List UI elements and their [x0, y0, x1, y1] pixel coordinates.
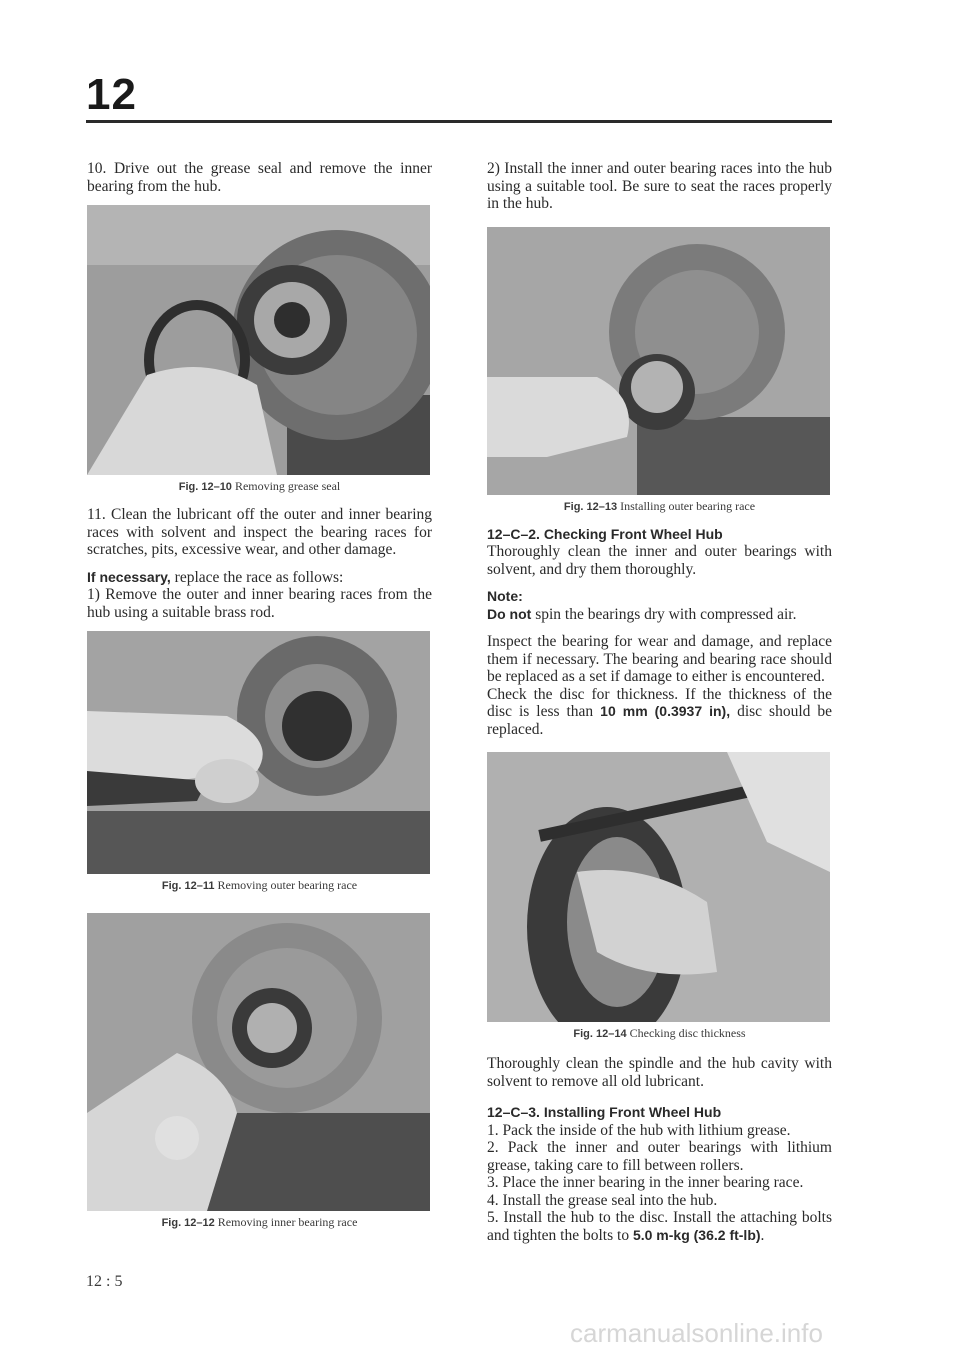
note-block	[487, 588, 832, 623]
figure-number: Fig. 12–11	[161, 880, 215, 892]
photo-installing-outer-bearing-race	[487, 227, 830, 495]
right-column	[487, 160, 832, 1254]
install-step-2: 2. Pack the inner and outer bearings with lithium grease, taking care to fill between rollers.	[487, 1139, 832, 1174]
figure-title: Installing outer bearing race	[620, 498, 756, 513]
photo-removing-grease-seal	[87, 205, 430, 475]
figure-number: Fig. 12–10	[178, 481, 232, 493]
note-label: Note:	[487, 588, 523, 604]
figure-title: Removing inner bearing race	[217, 1215, 358, 1229]
figure-number: Fig. 12–13	[563, 500, 618, 513]
figure-12-14	[487, 752, 832, 1041]
if-necessary-label: If necessary,	[87, 568, 171, 585]
check-disc-text: Check the disc for thickness. If the thickness of the disc is less than	[487, 685, 832, 720]
install-step-5-end: .	[760, 1226, 765, 1244]
note-emphasis: Do not	[487, 605, 532, 622]
photo-removing-outer-bearing-race	[87, 631, 430, 874]
torque-value: 5.0 m-kg (36.2 ft-lb)	[632, 1226, 761, 1243]
figure-title: Removing outer bearing race	[217, 878, 358, 892]
section-heading: 12–C–3. Installing Front Wheel Hub	[487, 1104, 722, 1120]
check-disc-paragraph	[487, 686, 832, 739]
if-necessary-paragraph	[87, 569, 432, 622]
section-heading: 12–C–2. Checking Front Wheel Hub	[487, 525, 723, 542]
photo-removing-inner-bearing-race	[87, 913, 430, 1211]
figure-caption	[487, 1026, 832, 1041]
sub-step-1-text: 1) Remove the outer and inner bearing races from the hub using a suitable brass rod.	[87, 586, 432, 621]
figure-caption	[487, 499, 832, 514]
figure-caption	[87, 479, 432, 494]
if-necessary-text: replace the race as follows:	[170, 568, 344, 586]
min-thickness-value: 10 mm (0.3937 in),	[600, 703, 731, 719]
install-step-1: 1. Pack the inside of the hub with lithium grease.	[487, 1121, 791, 1139]
install-step-3: 3. Place the inner bearing in the inner bearing race.	[487, 1174, 804, 1191]
chapter-number: 12	[86, 70, 137, 119]
figure-caption	[87, 878, 432, 893]
figure-title: Checking disc thickness	[629, 1026, 746, 1040]
figure-number: Fig. 12–12	[161, 1217, 215, 1229]
sub-step-2-text: 2) Install the inner and outer bearing races into the hub using a suitable tool. Be sure to seat the races properly in the hub.	[487, 160, 832, 212]
section-12-c-3	[487, 1104, 832, 1244]
section-12-c-2	[487, 526, 832, 579]
figure-12-13	[487, 227, 832, 514]
figure-title: Removing grease seal	[234, 479, 341, 493]
left-column	[87, 160, 432, 1234]
page-number: 12 : 5	[86, 1273, 123, 1290]
figure-12-12	[87, 913, 432, 1230]
header-rule	[86, 120, 832, 123]
figure-12-11	[87, 631, 432, 893]
figure-number: Fig. 12–14	[573, 1028, 627, 1040]
step-10-text: 10. Drive out the grease seal and remove the inner bearing from the hub.	[87, 160, 432, 195]
install-step-5: 5. Install the hub to the disc. Install the attaching bolts and tighten the bolts to	[487, 1209, 832, 1244]
section-text: Thoroughly clean the inner and outer bearings with solvent, and dry them thoroughly.	[487, 543, 832, 578]
figure-caption	[87, 1215, 432, 1230]
clean-spindle-text: Thoroughly clean the spindle and the hub cavity with solvent to remove all old lubricant.	[487, 1055, 832, 1090]
step-11-text: 11. Clean the lubricant off the outer and inner bearing races with solvent and inspect the bearing races for scratches, pits, excessive wear, and other damage.	[87, 506, 432, 558]
watermark: carmanualsonline.info	[570, 1318, 823, 1348]
inspect-text: Inspect the bearing for wear and damage, and replace them if necessary. The bearing and bearing race should be replaced as a set if damage to either is encountered.	[487, 633, 832, 685]
check-disc-text-end: disc should be replaced.	[487, 703, 832, 738]
photo-checking-disc-thickness	[487, 752, 830, 1022]
note-text: spin the bearings dry with compressed air.	[531, 605, 797, 623]
figure-12-10	[87, 205, 432, 494]
install-step-4: 4. Install the grease seal into the hub.	[487, 1191, 718, 1209]
